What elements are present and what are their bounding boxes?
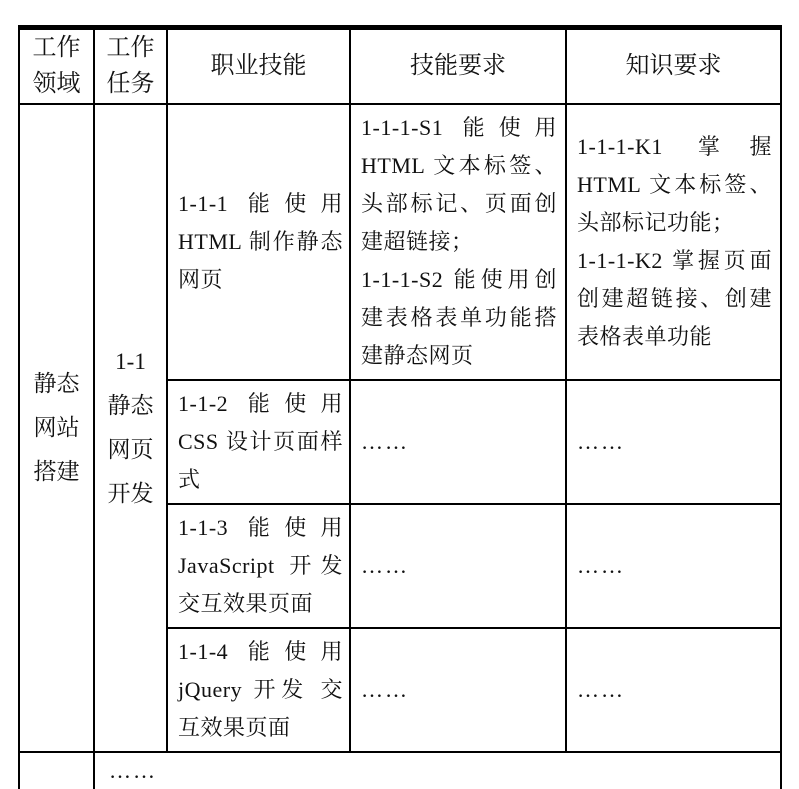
knowledge-req-item-k1: 1-1-1-K1 掌握 HTML 文本标签、头部标记功能； bbox=[577, 133, 772, 235]
header-skill-req: 技能要求 bbox=[350, 28, 566, 104]
cell-footer-empty bbox=[19, 752, 94, 789]
header-work-domain-label: 工作领域 bbox=[32, 35, 81, 98]
cell-skill-1-1-4: 1-1-4 能使用 jQuery 开发 交互效果页面 bbox=[167, 628, 350, 752]
work-domain-label: 静态网站搭建 bbox=[33, 370, 80, 484]
cell-knowledge-req-1-1-1 bbox=[566, 104, 781, 380]
header-knowledge-req: 知识要求 bbox=[566, 28, 781, 104]
cell-skill-req-1-1-1 bbox=[350, 104, 566, 380]
cell-work-domain bbox=[19, 104, 94, 752]
cell-knowledge-req-1-1-3: …… bbox=[566, 504, 781, 628]
header-work-task-label: 工作任务 bbox=[106, 35, 155, 98]
cell-skill-req-1-1-3: …… bbox=[350, 504, 566, 628]
header-row bbox=[19, 28, 781, 104]
work-task-label: 1-1 静态网页开发 bbox=[107, 348, 154, 506]
skills-table bbox=[18, 25, 782, 789]
knowledge-req-item-k2: 1-1-1-K2 掌握页面创建超链接、创建表格表单功能 bbox=[577, 247, 772, 349]
skill-req-item-s2: 1-1-1-S2 能使用创建表格表单功能搭建静态网页 bbox=[361, 266, 557, 368]
cell-skill-1-1-1: 1-1-1 能使用 HTML 制作静态网页 bbox=[167, 104, 350, 380]
cell-skill-req-1-1-4: …… bbox=[350, 628, 566, 752]
cell-knowledge-req-1-1-2: …… bbox=[566, 380, 781, 504]
header-skill: 职业技能 bbox=[167, 28, 350, 104]
cell-footer-ellipsis: …… bbox=[94, 752, 781, 789]
cell-knowledge-req-1-1-4: …… bbox=[566, 628, 781, 752]
cell-skill-1-1-2: 1-1-2 能使用 CSS 设计页面样式 bbox=[167, 380, 350, 504]
table-row-1 bbox=[19, 104, 781, 380]
header-work-task bbox=[94, 28, 167, 104]
cell-skill-1-1-3: 1-1-3 能使用 JavaScript 开发交互效果页面 bbox=[167, 504, 350, 628]
cell-skill-req-1-1-2: …… bbox=[350, 380, 566, 504]
skill-req-item-s1: 1-1-1-S1 能使用 HTML 文本标签、头部标记、页面创建超链接； bbox=[361, 114, 557, 254]
cell-work-task bbox=[94, 104, 167, 752]
footer-row bbox=[19, 752, 781, 789]
header-work-domain bbox=[19, 28, 94, 104]
